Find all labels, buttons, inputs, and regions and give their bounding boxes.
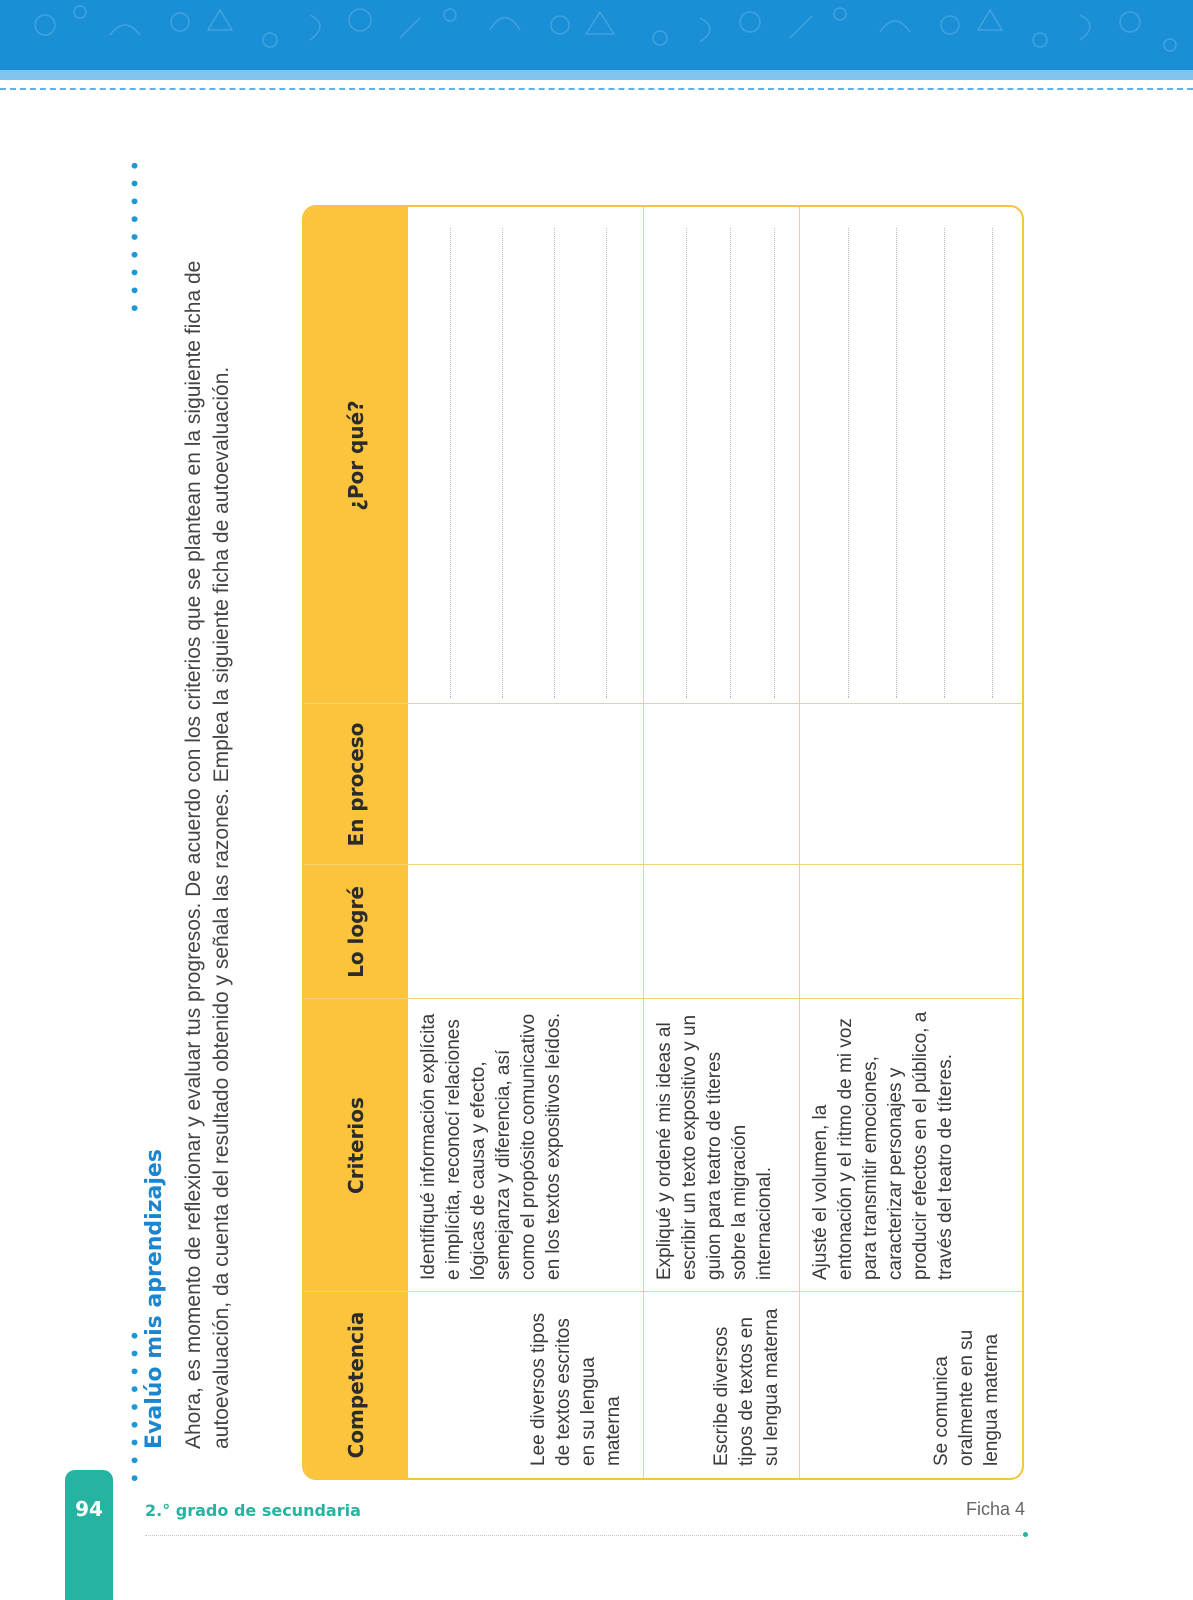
answer-line[interactable] <box>606 228 607 698</box>
row-divider <box>643 207 644 1478</box>
header-lo-logre: Lo logré <box>344 886 368 978</box>
competencia-text: Escribe diversos tipos de textos en su lengua materna <box>711 1308 782 1466</box>
intro-paragraph: Ahora, es momento de reflexionar y evaluar tus progresos. De acuerdo con los criterios que se plantean en la siguiente ficha de autoevaluación, da cuenta del resultado obtenido y señala las razones. Emplea la siguiente ficha de autoevaluación. <box>182 260 233 1449</box>
answer-line[interactable] <box>774 228 775 698</box>
banner-dashed-line <box>0 88 1193 90</box>
header-criterios: Criterios <box>344 1097 368 1194</box>
answer-line[interactable] <box>992 228 993 698</box>
column-divider <box>304 998 1022 999</box>
table-row-2-competencia <box>652 1298 784 1466</box>
answer-line[interactable] <box>554 228 555 698</box>
self-assessment-table <box>302 205 1024 1480</box>
column-divider <box>304 864 1022 865</box>
row-divider <box>799 207 800 1478</box>
table-row-3-criterio: Ajusté el volumen, la entonación y el ritmo de mi voz para transmitir emociones, caracterizar personajes y producir efectos en el público, a través del teatro de títeres. <box>810 1011 956 1280</box>
answer-line[interactable] <box>450 228 451 698</box>
page-number-tab <box>65 1470 113 1600</box>
answer-line[interactable] <box>848 228 849 698</box>
rotated-content <box>123 153 1030 1484</box>
answer-line[interactable] <box>502 228 503 698</box>
header-por-que: ¿Por qué? <box>344 400 368 511</box>
dots-divider-left: ••••••••• <box>123 1323 147 1484</box>
answer-line[interactable] <box>944 228 945 698</box>
competencia-text: Lee diversos tipos de textos escritos en su lengua materna <box>528 1312 624 1466</box>
footer-dot <box>1023 1532 1028 1537</box>
answer-line[interactable] <box>686 228 687 698</box>
table-row-2-criterio: Expliqué y ordené mis ideas al escribir un texto expositivo y un guion para teatro de títeres sobre la migración internacional. <box>654 1014 775 1280</box>
banner-strip <box>0 70 1193 80</box>
dots-divider-right: ••••••••• <box>123 153 147 314</box>
table-row-1-criterio: Identifiqué información explícita e implícita, reconocí relaciones lógicas de causa y efecto, semejanza y diferencia, así como el propósito comunicativo en los textos expositivos leídos. <box>418 1012 564 1280</box>
grade-label: 2.° grado de secundaria <box>145 1501 361 1520</box>
column-divider <box>304 703 1022 704</box>
answer-line[interactable] <box>730 228 731 698</box>
answer-line[interactable] <box>896 228 897 698</box>
ficha-label: Ficha 4 <box>965 1499 1025 1519</box>
section-title: Evalúo mis aprendizajes <box>142 1149 167 1449</box>
page-number: 94 <box>75 1497 103 1521</box>
column-divider <box>304 1291 1022 1292</box>
competencia-text: Se comunica oralmente en su lengua materna <box>931 1329 1002 1466</box>
table-row-3-competencia <box>808 1298 1004 1466</box>
header-en-proceso: En proceso <box>344 722 368 847</box>
footer-divider <box>145 1535 1025 1536</box>
table-row-1-competencia <box>416 1298 626 1466</box>
header-competencia: Competencia <box>344 1311 368 1459</box>
banner-doodle-pattern <box>0 0 1193 80</box>
